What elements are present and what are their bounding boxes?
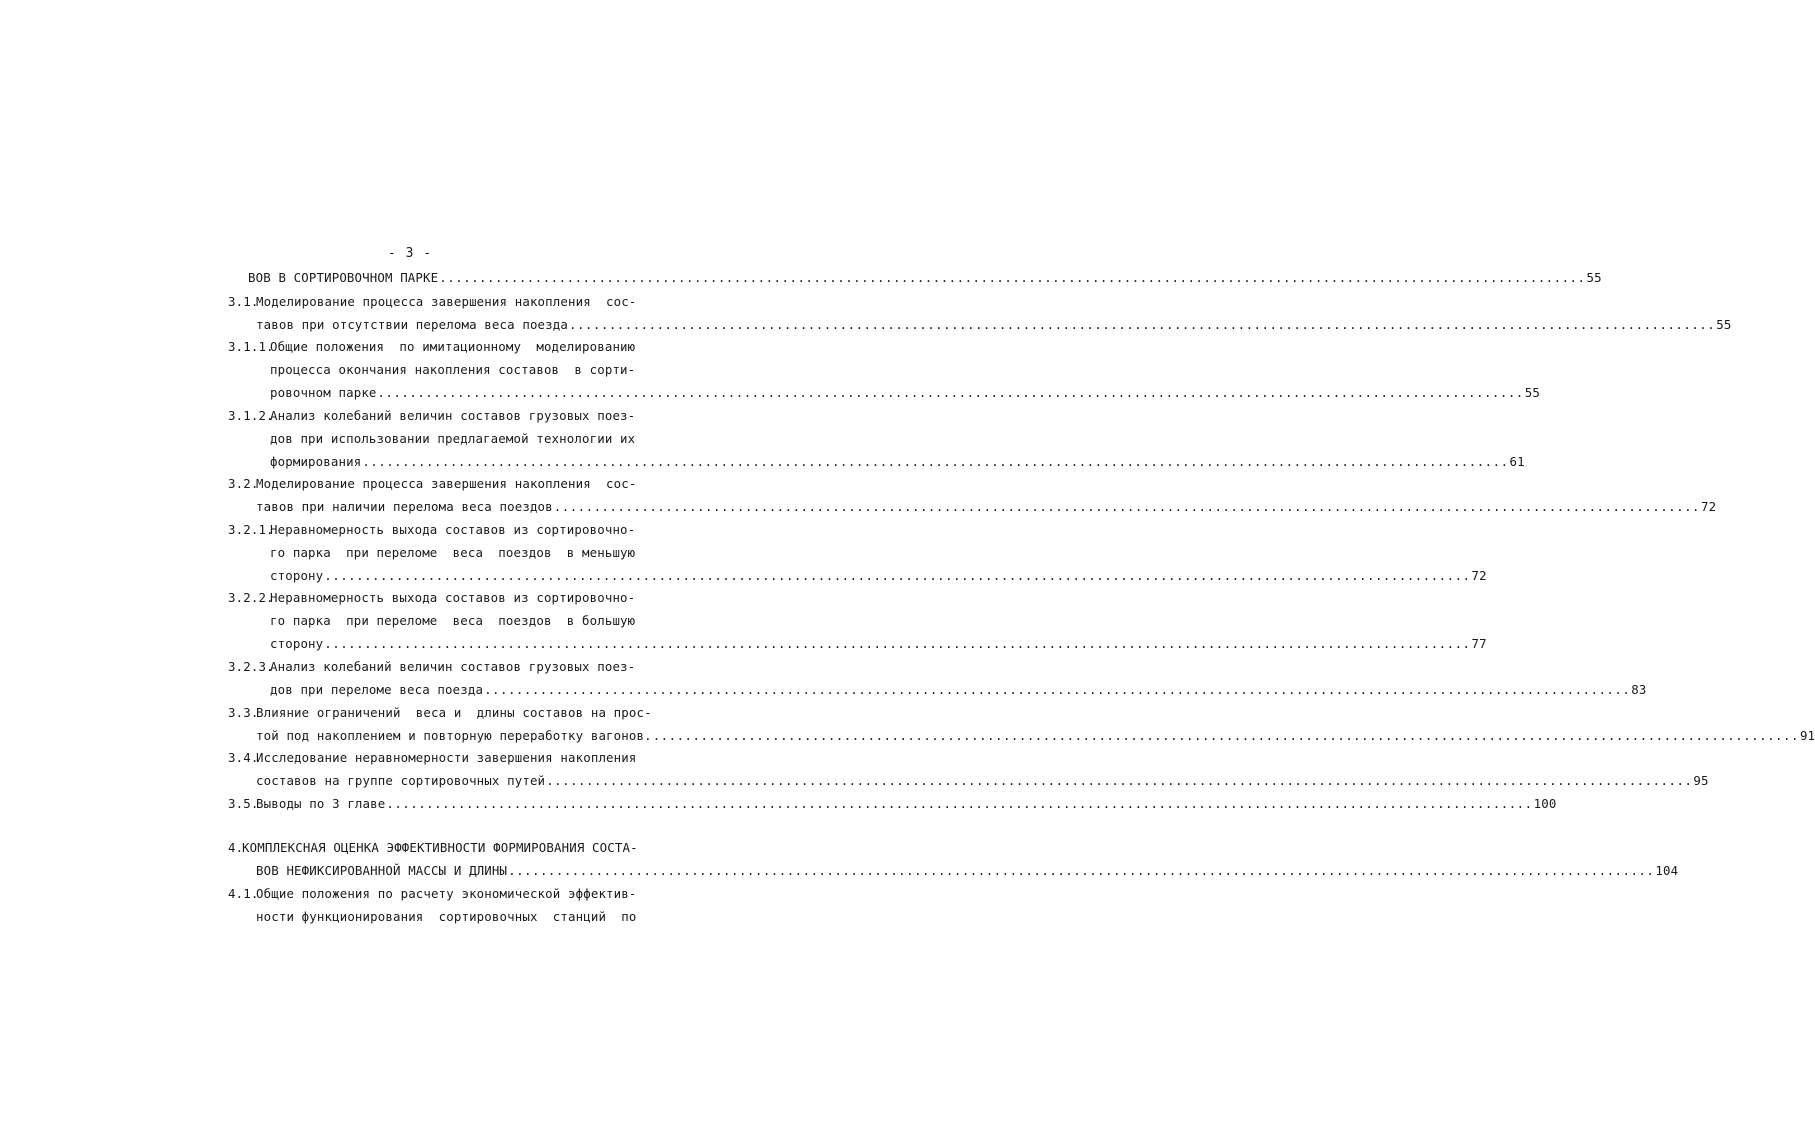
toc-number: 3.2. bbox=[228, 476, 259, 491]
toc-number: 4.1. bbox=[228, 886, 259, 901]
toc-entry-text: дов при использовании предлагаемой технологии их bbox=[270, 431, 636, 446]
toc-entry-text: той под накоплением и повторную переработку вагонов. bbox=[256, 728, 652, 743]
toc-entry-last-line bbox=[256, 863, 1679, 879]
toc-entry-last-line bbox=[270, 385, 1540, 401]
toc-entry-text: Общие положения по расчету экономической эффектив- bbox=[256, 886, 637, 901]
toc-entry-text: тавов при отсутствии перелома веса поезда bbox=[256, 317, 569, 332]
toc-page-ref: 72 bbox=[1471, 568, 1487, 583]
toc-entry-text: Неравномерность выхода составов из сортировочно- bbox=[270, 590, 636, 605]
toc-number: 3.2.1. bbox=[228, 522, 274, 537]
page-number: - 3 - bbox=[387, 246, 433, 261]
toc-leader-dots bbox=[653, 728, 1799, 744]
toc-leader-dots bbox=[508, 863, 1654, 879]
toc-entry-text: Общие положения по имитационному моделированию bbox=[270, 339, 636, 354]
toc-number: 3.4. bbox=[228, 750, 259, 765]
toc-leader-dots bbox=[378, 385, 1524, 401]
toc-entry-last-line bbox=[270, 682, 1647, 698]
toc-entry-continuation bbox=[248, 270, 1602, 286]
toc-leader-dots bbox=[324, 568, 1470, 584]
toc-number: 3.2.2. bbox=[228, 590, 274, 605]
toc-page-ref: 55 bbox=[1586, 270, 1602, 285]
toc-page-ref: 55 bbox=[1716, 317, 1732, 332]
toc-entry-text: составов на группе сортировочных путей bbox=[256, 773, 546, 788]
toc-entry-text: Анализ колебаний величин составов грузовых поез- bbox=[270, 659, 636, 674]
toc-entry-text: Исследование неравномерности завершения накопления bbox=[256, 750, 637, 765]
toc-page-ref: 61 bbox=[1509, 454, 1525, 469]
toc-entry-text: сторону bbox=[270, 568, 324, 583]
toc-entry-text: Выводы по 3 главе bbox=[256, 796, 386, 811]
toc-entry-text: Моделирование процесса завершения накопления сос- bbox=[256, 294, 637, 309]
toc-entry-text: тавов при наличии перелома веса поездов bbox=[256, 499, 553, 514]
toc-entry-text: КОМПЛЕКСНАЯ ОЦЕНКА ЭФФЕКТИВНОСТИ ФОРМИРОВАНИЯ СОСТА- bbox=[242, 840, 638, 855]
toc-number: 3.1.1. bbox=[228, 339, 274, 354]
toc-page-ref: 95 bbox=[1693, 773, 1709, 788]
toc-entry-last-line bbox=[256, 728, 1815, 744]
toc-entry-text: Влияние ограничений веса и длины составов на прос- bbox=[256, 705, 652, 720]
toc-entry-text: Моделирование процесса завершения накопления сос- bbox=[256, 476, 637, 491]
toc-page-ref: 55 bbox=[1524, 385, 1540, 400]
toc-leader-dots bbox=[554, 499, 1700, 515]
toc-number: 4. bbox=[228, 840, 244, 855]
toc-entry-text: ВОВ В СОРТИРОВОЧНОМ ПАРКЕ bbox=[248, 270, 439, 285]
toc-page-ref: 104 bbox=[1655, 863, 1679, 878]
toc-number: 3.1.2. bbox=[228, 408, 274, 423]
toc-entry-text: го парка при переломе веса поездов в большую bbox=[270, 613, 636, 628]
toc-entry-text: Неравномерность выхода составов из сортировочно- bbox=[270, 522, 636, 537]
toc-entry-text: Анализ колебаний величин составов грузовых поез- bbox=[270, 408, 636, 423]
toc-number: 3.1. bbox=[228, 294, 259, 309]
toc-entry-text: формирования bbox=[270, 454, 362, 469]
toc-number: 3.2.3. bbox=[228, 659, 274, 674]
toc-entry-last-line bbox=[270, 568, 1487, 584]
toc-page-ref: 72 bbox=[1701, 499, 1717, 514]
toc-number: 3.3. bbox=[228, 705, 259, 720]
toc-entry-last-line bbox=[256, 317, 1732, 333]
toc-page-ref: 100 bbox=[1533, 796, 1557, 811]
toc-entry-text: го парка при переломе веса поездов в меньшую bbox=[270, 545, 636, 560]
toc-leader-dots bbox=[324, 636, 1470, 652]
toc-page-ref: 83 bbox=[1631, 682, 1647, 697]
toc-entry-text: ВОВ НЕФИКСИРОВАННОЙ МАССЫ И ДЛИНЫ bbox=[256, 863, 508, 878]
toc-leader-dots bbox=[546, 773, 1692, 789]
toc-entry-text: ности функционирования сортировочных станций по bbox=[256, 909, 637, 924]
toc-entry-text: процесса окончания накопления составов в сорти- bbox=[270, 362, 636, 377]
toc-entry-last-line bbox=[256, 499, 1717, 515]
toc-leader-dots bbox=[484, 682, 1630, 698]
toc-entry-last-line bbox=[270, 454, 1525, 470]
toc-entry-last-line bbox=[256, 773, 1709, 789]
toc-entry-text: ровочном парке bbox=[270, 385, 377, 400]
toc-entry-text: дов при переломе веса поезда bbox=[270, 682, 484, 697]
toc-entry-last-line bbox=[256, 796, 1557, 812]
toc-leader-dots bbox=[439, 270, 1585, 286]
toc-page-ref: 91 bbox=[1799, 728, 1815, 743]
toc-page-ref: 77 bbox=[1471, 636, 1487, 651]
toc-entry-last-line bbox=[270, 636, 1487, 652]
toc-leader-dots bbox=[362, 454, 1508, 470]
toc-entry-text: сторону bbox=[270, 636, 324, 651]
toc-number: 3.5. bbox=[228, 796, 259, 811]
toc-leader-dots bbox=[569, 317, 1715, 333]
toc-leader-dots bbox=[386, 796, 1532, 812]
